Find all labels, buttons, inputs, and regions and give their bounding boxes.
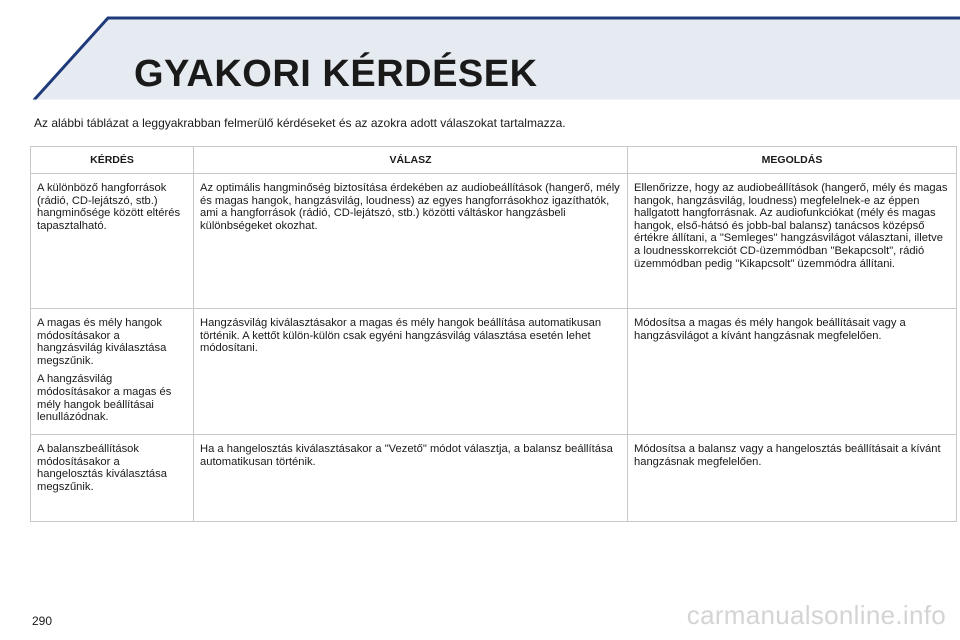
question-cell [31, 174, 194, 309]
column-header-solution: MEGOLDÁS [628, 147, 957, 174]
answer-cell: Ha a hangelosztás kiválasztásakor a "Vezető" módot választja, a balansz beállítása automatikusan történik. [194, 435, 628, 522]
question-text: A hangzásvilág módosításakor a magas és mély hangok beállításai lenullázódnak. [37, 373, 172, 424]
question-text: A balanszbeállítások módosításakor a hangelosztás kiválasztása megszűnik. [37, 443, 167, 493]
table-row [31, 174, 957, 309]
intro-text: Az alábbi táblázat a leggyakrabban felmerülő kérdéseket és az azokra adott válaszokat tartalmazza. [34, 116, 566, 130]
column-header-question: KÉRDÉS [31, 147, 194, 174]
solution-cell: Ellenőrizze, hogy az audiobeállítások (hangerő, mély és magas hangok, hangzásvilág, loudness) megfelelnek-e az éppen hallgatott hangforrásnak. Az audiofunkciókat (mély és magas hangok, első-hátsó és jobb-bal balansz) tanácsos középső értékre állítani, a "Semleges" hangzásvilágot választani, illetve a loudnesskorrekciót CD-üzemmódban "Bekapcsolt", rádió üzemmódban pedig "Kikapcsolt" üzemmódra állítani. [628, 174, 957, 309]
question-text: A különböző hangforrások (rádió, CD-lejátszó, stb.) hangminősége között eltérés tapasztalható. [37, 182, 181, 232]
question-cell [31, 309, 194, 435]
watermark: carmanualsonline.info [686, 600, 946, 630]
question-text: A magas és mély hangok módosításakor a hangzásvilág kiválasztása megszűnik. [37, 317, 167, 367]
column-header-answer: VÁLASZ [194, 147, 628, 174]
table-row [31, 309, 957, 435]
page-title: GYAKORI KÉRDÉSEK [134, 53, 538, 95]
faq-table [30, 146, 957, 522]
page-number: 290 [32, 614, 53, 628]
solution-cell: Módosítsa a balansz vagy a hangelosztás beállításait a kívánt hangzásnak megfelelően. [628, 435, 957, 522]
table-row [31, 435, 957, 522]
solution-cell: Módosítsa a magas és mély hangok beállításait vagy a hangzásvilágot a kívánt hangzásnak megfelelően. [628, 309, 957, 435]
answer-cell: Az optimális hangminőség biztosítása érdekében az audiobeállítások (hangerő, mély és magas hangok, hangzásvilág, loudness) az egyes hangforrásokhoz igazíthatók, ami a hangforrások (rádió, CD-lejátszó, stb.) közötti váltáskor hangzásbeli különbségeket okozhat. [194, 174, 628, 309]
answer-cell: Hangzásvilág kiválasztásakor a magas és mély hangok beállítása automatikusan történik. A kettőt külön-külön csak egyéni hangzásvilág választása esetén lehet módosítani. [194, 309, 628, 435]
table-header-row [31, 147, 957, 174]
question-cell [31, 435, 194, 522]
